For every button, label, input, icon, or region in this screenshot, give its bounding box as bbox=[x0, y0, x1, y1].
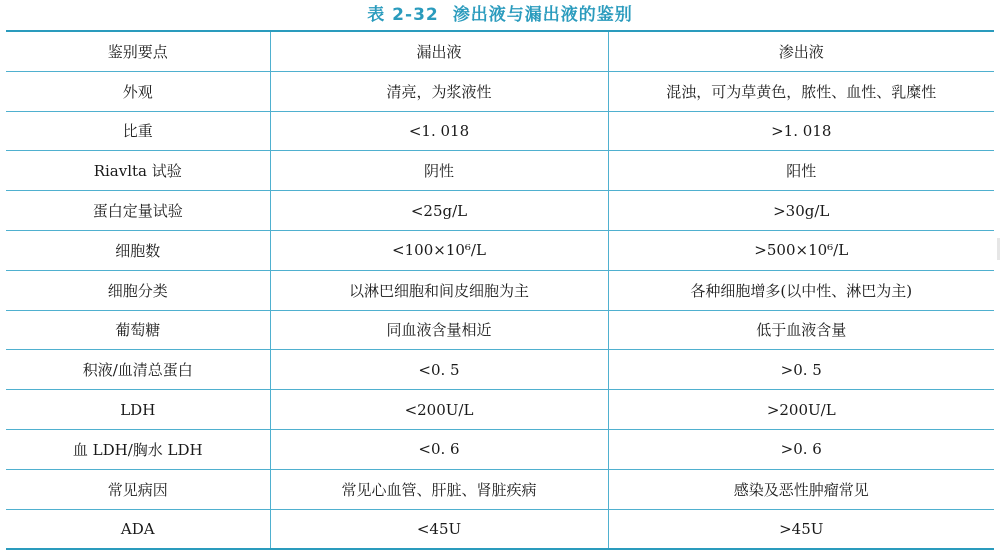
table-title bbox=[0, 2, 1000, 28]
row-exudate: >500×10⁶/L bbox=[608, 230, 994, 270]
header-transudate: 漏出液 bbox=[270, 31, 608, 71]
row-transudate: <0. 6 bbox=[270, 429, 608, 469]
row-criteria: 蛋白定量试验 bbox=[6, 191, 270, 231]
row-criteria: 外观 bbox=[6, 71, 270, 111]
table-row bbox=[6, 191, 994, 231]
row-transudate: <100×10⁶/L bbox=[270, 230, 608, 270]
row-exudate: 阳性 bbox=[608, 151, 994, 191]
table-row bbox=[6, 469, 994, 509]
row-criteria: 比重 bbox=[6, 111, 270, 151]
row-criteria: 积液/血清总蛋白 bbox=[6, 350, 270, 390]
row-transudate: 常见心血管、肝脏、肾脏疾病 bbox=[270, 469, 608, 509]
table-row bbox=[6, 151, 994, 191]
row-criteria: 细胞数 bbox=[6, 230, 270, 270]
table-header-row bbox=[6, 31, 994, 71]
comparison-table bbox=[6, 30, 994, 550]
row-transudate: 阴性 bbox=[270, 151, 608, 191]
table-row bbox=[6, 230, 994, 270]
row-transudate: 以淋巴细胞和间皮细胞为主 bbox=[270, 270, 608, 310]
row-criteria: 血 LDH/胸水 LDH bbox=[6, 429, 270, 469]
row-criteria: ADA bbox=[6, 509, 270, 549]
table-row bbox=[6, 111, 994, 151]
row-criteria: 葡萄糖 bbox=[6, 310, 270, 350]
row-transudate: <25g/L bbox=[270, 191, 608, 231]
row-transudate: 清亮，为浆液性 bbox=[270, 71, 608, 111]
row-exudate: 各种细胞增多(以中性、淋巴为主) bbox=[608, 270, 994, 310]
table-row bbox=[6, 350, 994, 390]
row-criteria: 常见病因 bbox=[6, 469, 270, 509]
header-criteria: 鉴别要点 bbox=[6, 31, 270, 71]
row-transudate: <1. 018 bbox=[270, 111, 608, 151]
row-transudate: <0. 5 bbox=[270, 350, 608, 390]
row-criteria: 细胞分类 bbox=[6, 270, 270, 310]
table-caption: 渗出液与漏出液的鉴别 bbox=[452, 5, 633, 25]
table-row bbox=[6, 429, 994, 469]
row-exudate: >1. 018 bbox=[608, 111, 994, 151]
row-transudate: 同血液含量相近 bbox=[270, 310, 608, 350]
row-exudate: >0. 6 bbox=[608, 429, 994, 469]
table-number: 表 2-32 bbox=[367, 5, 439, 25]
table-row bbox=[6, 270, 994, 310]
row-transudate: <200U/L bbox=[270, 390, 608, 430]
table-row bbox=[6, 71, 994, 111]
row-transudate: <45U bbox=[270, 509, 608, 549]
row-criteria: LDH bbox=[6, 390, 270, 430]
row-exudate: >30g/L bbox=[608, 191, 994, 231]
table-row bbox=[6, 310, 994, 350]
row-exudate: 低于血液含量 bbox=[608, 310, 994, 350]
row-exudate: >200U/L bbox=[608, 390, 994, 430]
header-exudate: 渗出液 bbox=[608, 31, 994, 71]
table-row bbox=[6, 509, 994, 549]
row-exudate: >0. 5 bbox=[608, 350, 994, 390]
row-exudate: 感染及恶性肿瘤常见 bbox=[608, 469, 994, 509]
row-exudate: >45U bbox=[608, 509, 994, 549]
row-exudate: 混浊，可为草黄色，脓性、血性、乳糜性 bbox=[608, 71, 994, 111]
table-row bbox=[6, 390, 994, 430]
row-criteria: Riavlta 试验 bbox=[6, 151, 270, 191]
